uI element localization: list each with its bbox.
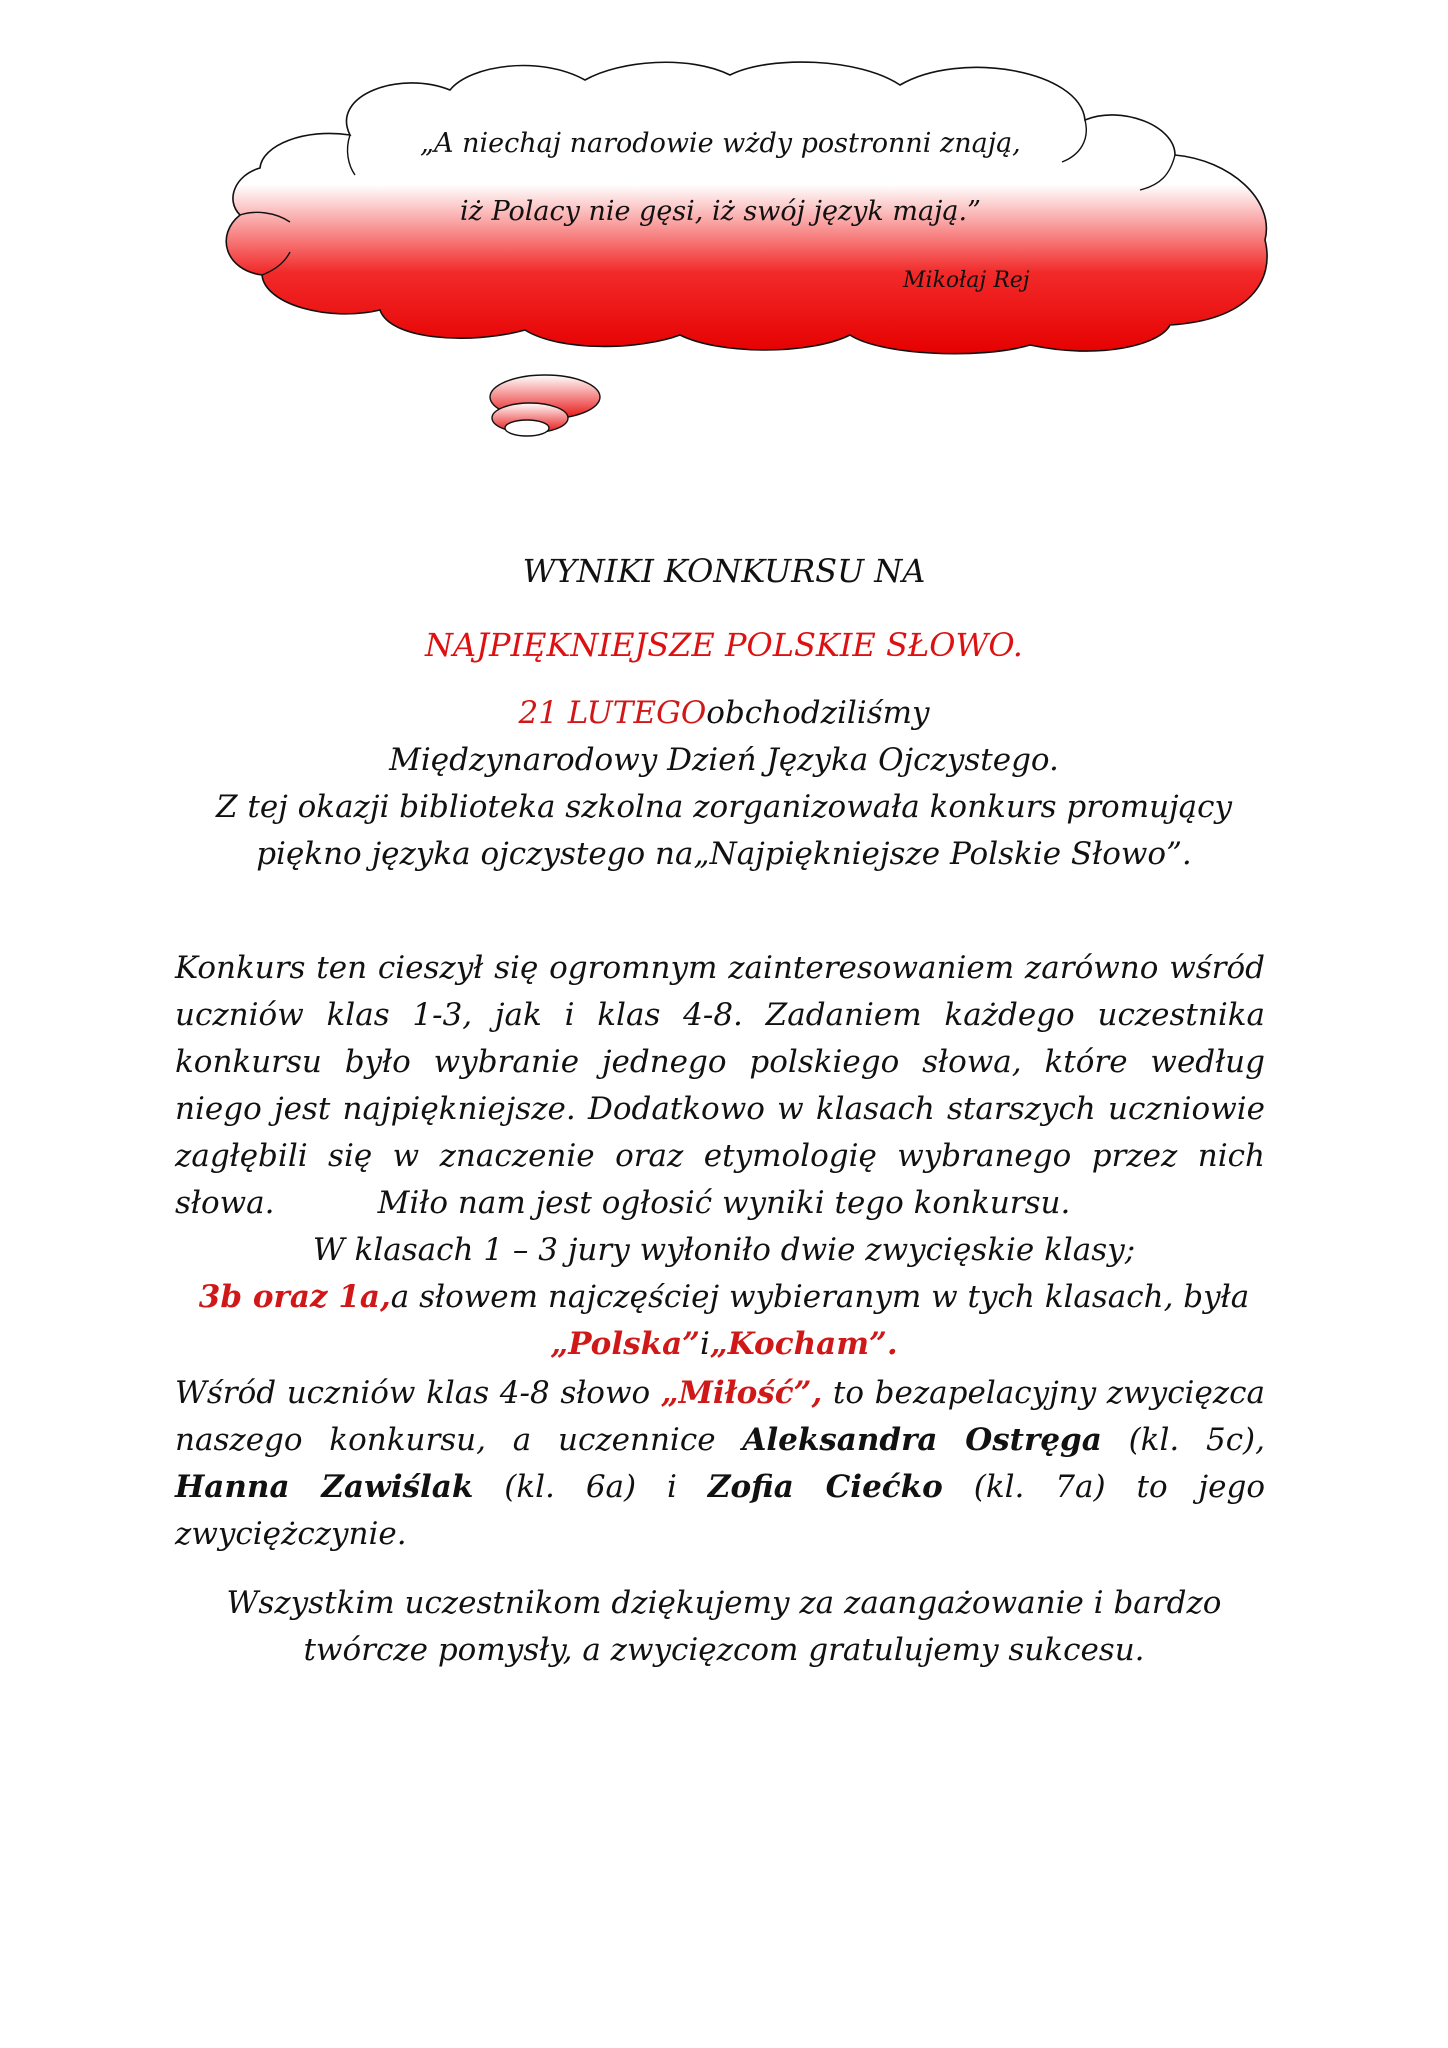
winner-2: Hanna Zawiślak [175, 1469, 474, 1505]
winner-3-class: (kl. 7a) to jego zwyciężczynie. [175, 1469, 1265, 1552]
quote-line-2: iż Polacy nie gęsi, iż swój język mają.” [460, 196, 981, 227]
heading-line-2: NAJPIĘKNIEJSZE POLSKIE SŁOWO. [425, 626, 1023, 664]
intro-block [0, 690, 1448, 878]
chosen-words-line [0, 1321, 1448, 1368]
closing-block [0, 1580, 1448, 1674]
quote-line-1: „A niechaj narodowie wżdy postronni znają, [420, 128, 1021, 159]
quote-author: Mikołaj Rej [903, 268, 1030, 293]
results-block [0, 1180, 1448, 1368]
classes-line-text: a słowem najczęściej wybieranym w tych klasach, była [390, 1279, 1250, 1315]
older-text-b: to bezapelacyjny zwycięzca naszego konkursu, a uczennice [175, 1375, 1265, 1458]
word-milosc: „Miłość”, [660, 1375, 823, 1411]
winning-classes: 3b oraz 1a, [198, 1279, 391, 1315]
cloud-bubble-small [505, 420, 549, 436]
date-highlight: 21 LUTEGO [518, 695, 707, 731]
closing-line-2: twórcze pomysły, a zwycięzcom gratulujemy sukcesu. [303, 1632, 1145, 1668]
body-paragraph-1: Konkurs ten cieszył się ogromnym zainteresowaniem zarówno wśród uczniów klas 1-3, jak i klas 4-8. Zadaniem każdego uczestnika konkursu było wybranie jednego polskiego słowa, które według niego jest najpiękniejsze. Dodatkowo w klasach starszych uczniowie zagłębili się w znaczenie oraz etymologię wybranego przez nich słowa. [175, 950, 1265, 1221]
thought-cloud [0, 0, 1448, 460]
winner-1-class: (kl. 5c), [1101, 1422, 1266, 1458]
classes-line [0, 1274, 1448, 1321]
body-paragraph-2 [175, 1370, 1265, 1558]
intro-line-4: piękno języka ojczystego na„Najpiękniejsze Polskie Słowo”. [256, 836, 1192, 872]
heading-line-1: WYNIKI KONKURSU NA [522, 552, 926, 590]
winner-3: Zofia Ciećko [707, 1469, 943, 1505]
winner-1: Aleksandra Ostręga [742, 1422, 1102, 1458]
winner-2-class: (kl. 6a) i [473, 1469, 708, 1505]
closing-line-1: Wszystkim uczestnikom dziękujemy za zaangażowanie i bardzo [226, 1585, 1222, 1621]
intro-line-1-text: obchodziliśmy [706, 695, 930, 731]
word-polska: „Polska” [550, 1326, 700, 1362]
intro-line-1 [0, 690, 1448, 737]
older-text-a: Wśród uczniów klas 4-8 słowo [175, 1375, 661, 1411]
jury-line: W klasach 1 – 3 jury wyłoniło dwie zwycięskie klasy; [312, 1232, 1136, 1268]
word-conjunction: i [700, 1326, 710, 1362]
intro-line-2: Międzynarodowy Dzień Języka Ojczystego. [389, 742, 1059, 778]
results-line: Miło nam jest ogłosić wyniki tego konkursu. [377, 1185, 1071, 1221]
word-kocham: „Kocham”. [709, 1326, 898, 1362]
intro-line-3: Z tej okazji biblioteka szkolna zorganizowała konkurs promujący [215, 789, 1233, 825]
